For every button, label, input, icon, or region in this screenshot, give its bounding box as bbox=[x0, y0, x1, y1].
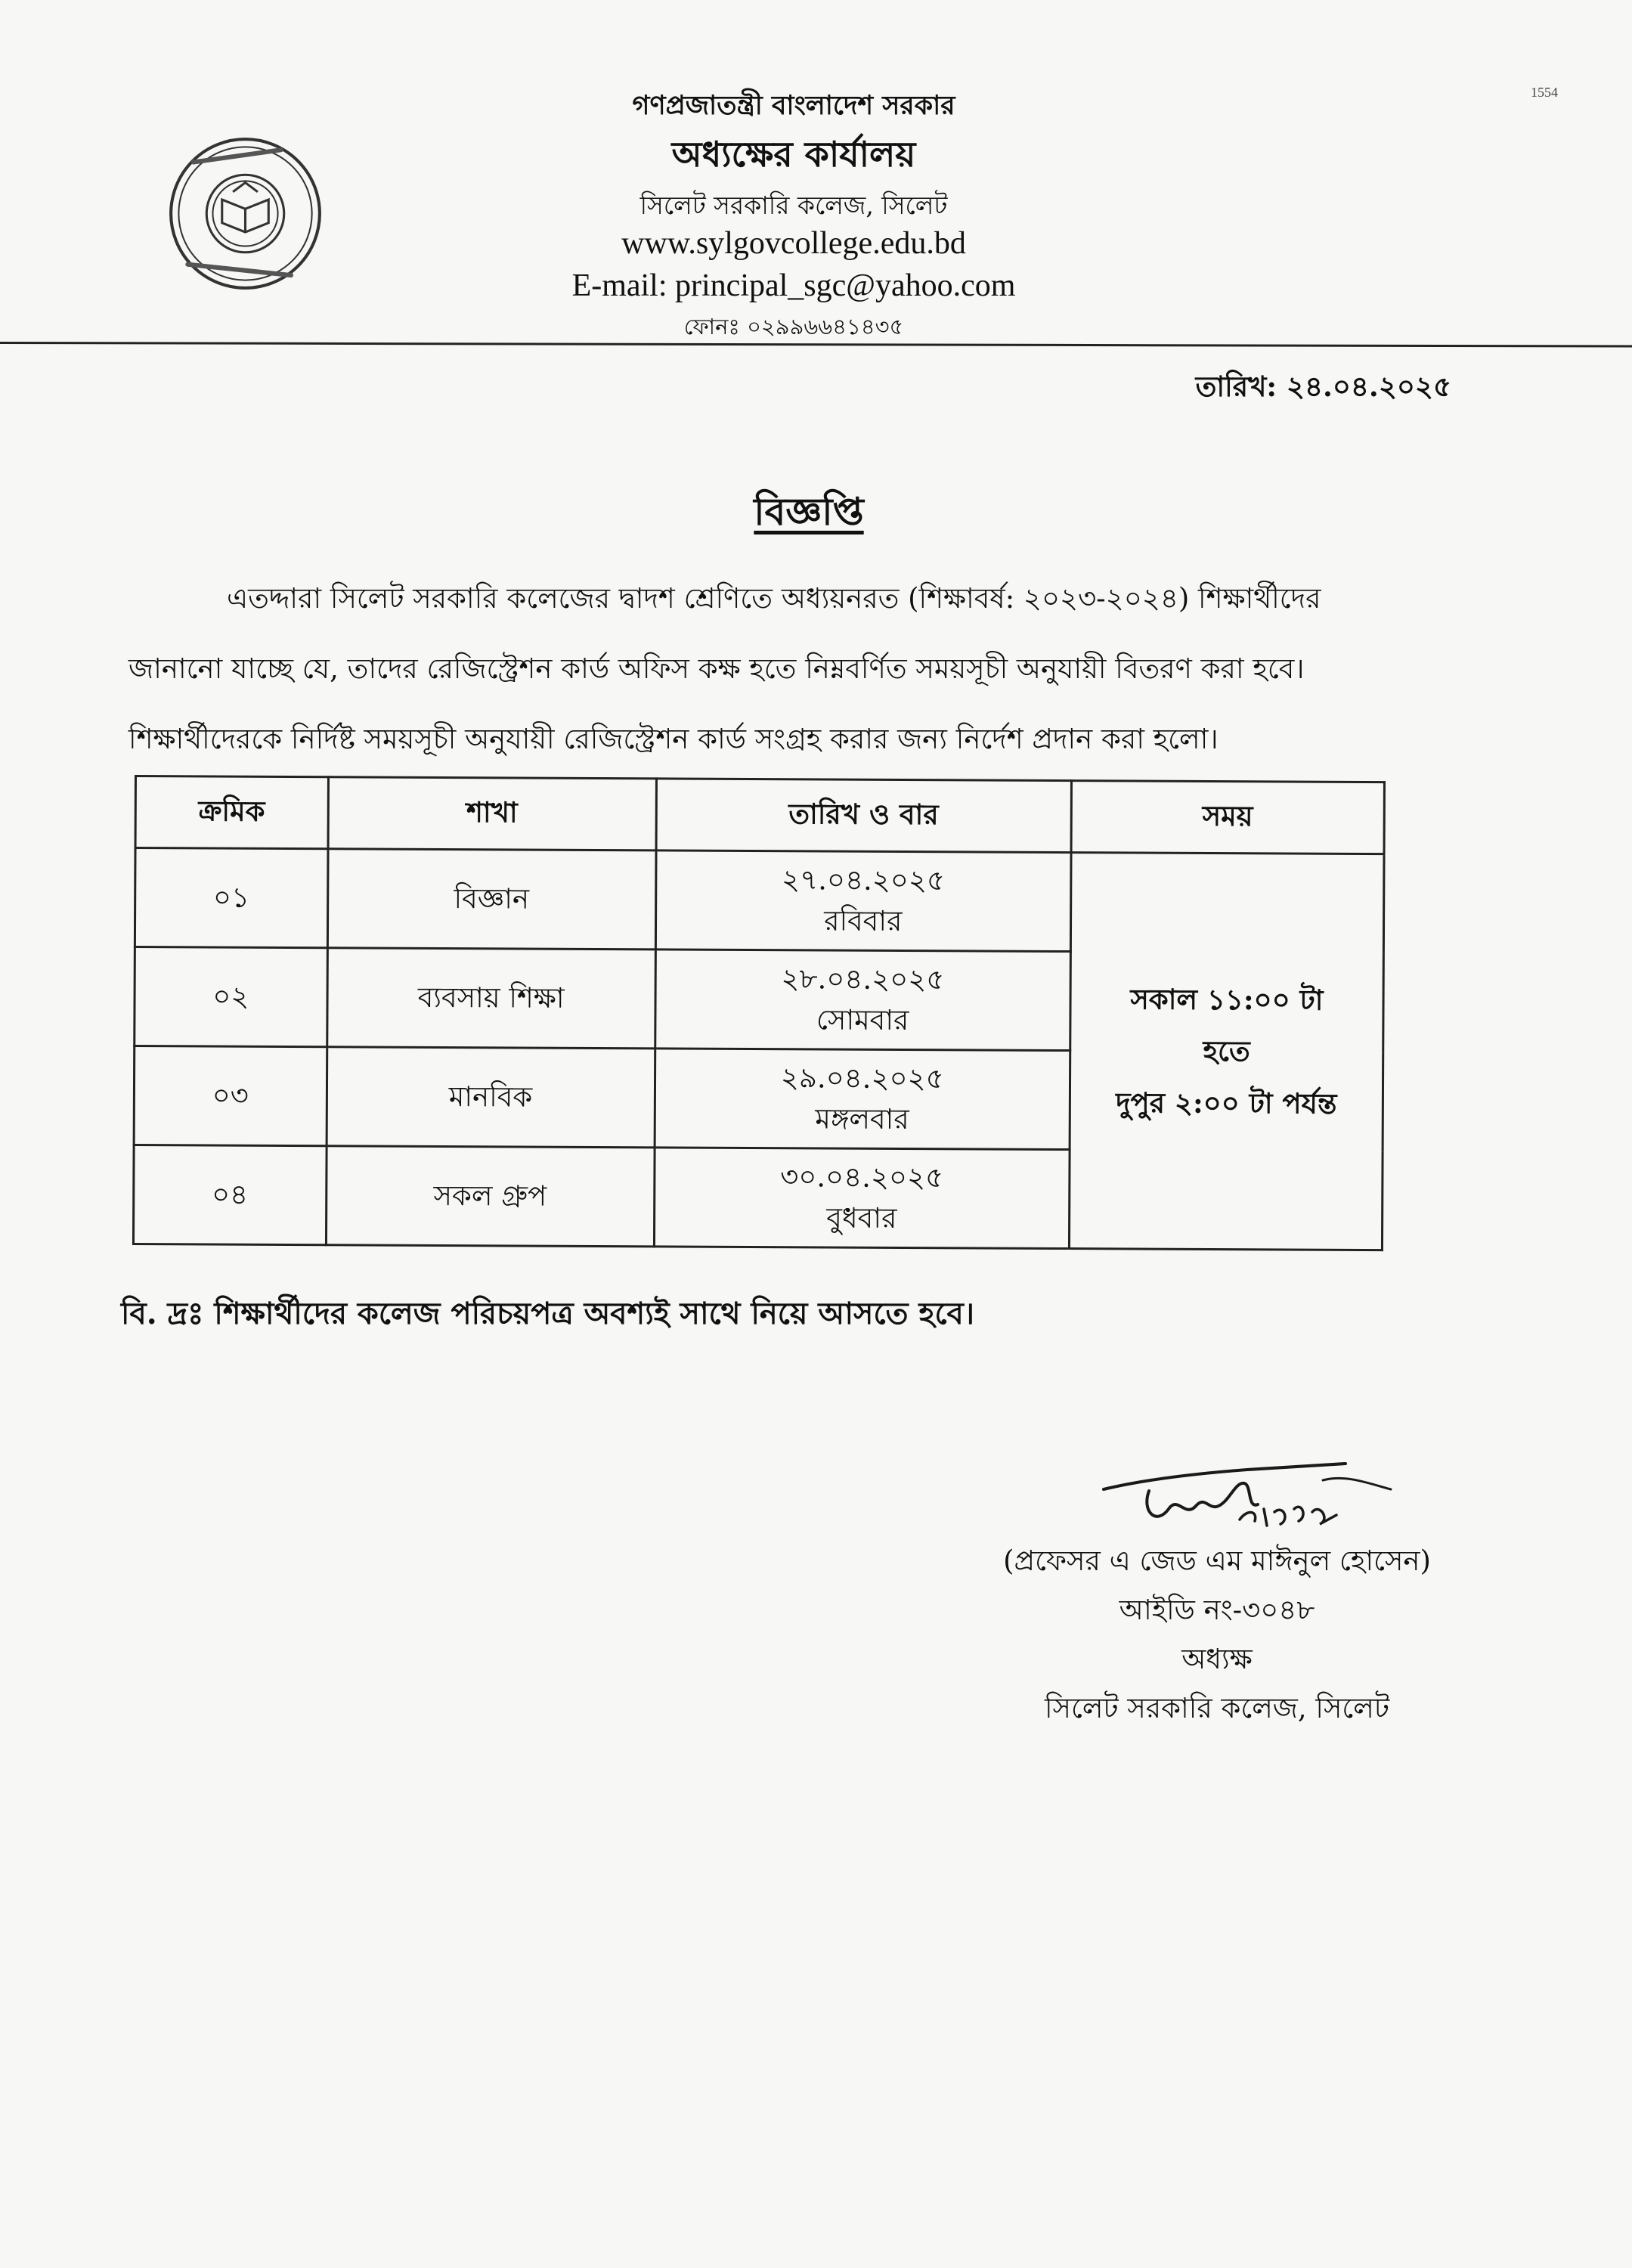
row-date-day bbox=[654, 1148, 1070, 1249]
document-serial-number: 1554 bbox=[1531, 85, 1558, 100]
row-day: রবিবার bbox=[824, 904, 903, 937]
row-branch: ব্যবসায় শিক্ষা bbox=[327, 948, 655, 1049]
header-branch: শাখা bbox=[328, 777, 657, 850]
row-date-day bbox=[655, 850, 1071, 952]
row-date: ২৯.০৪.২০২৫ bbox=[780, 1061, 944, 1095]
government-name: গণপ্রজাতন্ত্রী বাংলাদেশ সরকার bbox=[632, 90, 955, 121]
header-time: সময় bbox=[1071, 781, 1385, 854]
body-line-2: জানানো যাচ্ছে যে, তাদের রেজিস্ট্রেশন কার্ড অফিস কক্ষ হতে নিম্নবর্ণিত সময়সূচী অনুযায়ী বিতরণ করা হবে। bbox=[129, 652, 1305, 685]
table-header-row bbox=[135, 776, 1384, 854]
email-address[interactable]: E-mail: principal_sgc@yahoo.com bbox=[571, 268, 1016, 303]
row-date-day bbox=[655, 950, 1070, 1051]
notice-footnote: বি. দ্রঃ শিক্ষার্থীদের কলেজ পরিচয়পত্র অবশ্যই সাথে নিয়ে আসতে হবে। bbox=[121, 1296, 975, 1331]
college-seal-icon bbox=[168, 136, 323, 291]
row-branch: সকল গ্রুপ bbox=[326, 1146, 655, 1247]
schedule-table bbox=[132, 775, 1386, 1251]
time-start: সকাল ১১:০০ টা bbox=[1130, 982, 1324, 1017]
row-date: ২৮.০৪.২০২৫ bbox=[781, 962, 945, 996]
time-end: দুপুর ২:০০ টা পর্যন্ত bbox=[1116, 1086, 1337, 1120]
time-cell bbox=[1069, 853, 1384, 1250]
body-line-3: শিক্ষার্থীদেরকে নির্দিষ্ট সময়সূচী অনুযায়ী রেজিস্ট্রেশন কার্ড সংগ্রহ করার জন্য নির্দেশ প্রদান করা হলো। bbox=[129, 723, 1219, 755]
body-line-1: এতদ্দারা সিলেট সরকারি কলেজের দ্বাদশ শ্রেণিতে অধ্যয়নরত (শিক্ষাবর্ষ: ২০২৩-২০২৪) শিক্ষার্থীদের bbox=[227, 582, 1321, 615]
time-from: হতে bbox=[1203, 1034, 1250, 1068]
handwritten-signature-icon bbox=[1096, 1436, 1414, 1542]
notice-date: তারিখ: ২৪.০৪.২০২৫ bbox=[1195, 370, 1451, 403]
row-day: সোমবার bbox=[816, 1003, 909, 1037]
signatory-title: অধ্যক্ষ bbox=[1181, 1643, 1253, 1675]
row-date: ২৭.০৪.২০২৫ bbox=[782, 863, 946, 897]
notice-title: বিজ্ঞপ্তি bbox=[754, 489, 864, 534]
row-serial: ০২ bbox=[135, 947, 327, 1047]
signatory-college: সিলেট সরকারি কলেজ, সিলেট bbox=[1044, 1692, 1390, 1724]
row-serial: ০৩ bbox=[134, 1046, 327, 1146]
row-serial: ০৪ bbox=[133, 1145, 326, 1245]
row-day: বুধবার bbox=[826, 1201, 897, 1235]
row-serial: ০১ bbox=[135, 848, 327, 948]
signatory-name: (প্রফেসর এ জেড এম মাঈনুল হোসেন) bbox=[1003, 1545, 1431, 1577]
row-day: মঙ্গলবার bbox=[815, 1102, 909, 1136]
row-branch: মানবিক bbox=[327, 1047, 655, 1148]
header-date-day: তারিখ ও বার bbox=[656, 779, 1072, 853]
row-branch: বিজ্ঞান bbox=[327, 849, 656, 950]
table-row bbox=[135, 848, 1384, 953]
signatory-id: আইডি নং-৩০৪৮ bbox=[1119, 1594, 1315, 1626]
college-name: সিলেট সরকারি কলেজ, সিলেট bbox=[639, 191, 948, 220]
office-name: অধ্যক্ষের কার্যালয় bbox=[671, 134, 916, 175]
row-date: ৩০.০৪.২০২৫ bbox=[780, 1160, 944, 1194]
website-link[interactable]: www.sylgovcollege.edu.bd bbox=[621, 226, 966, 261]
phone-number: ফোনঃ ০২৯৯৬৬৪১৪৩৫ bbox=[683, 314, 904, 339]
row-date-day bbox=[655, 1049, 1070, 1150]
header-serial: ক্রমিক bbox=[135, 776, 328, 849]
